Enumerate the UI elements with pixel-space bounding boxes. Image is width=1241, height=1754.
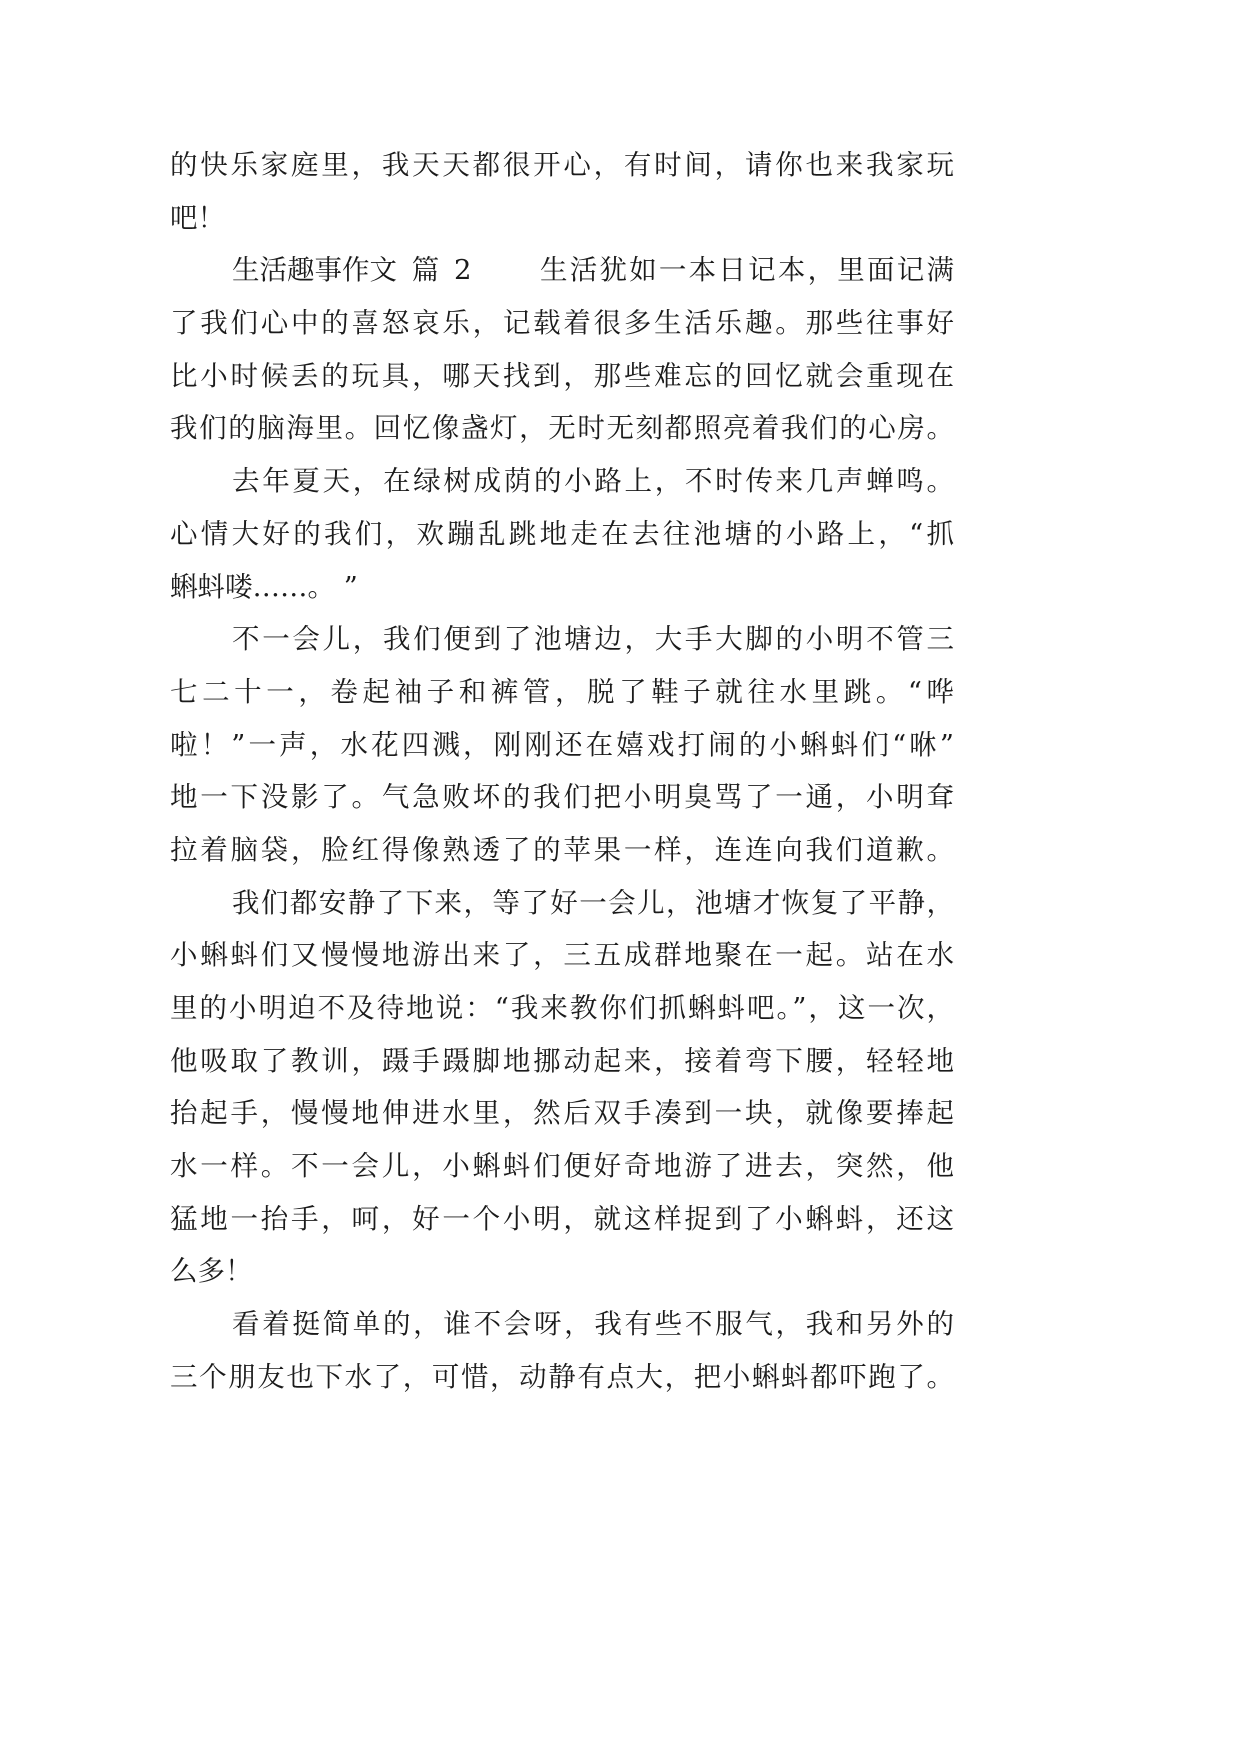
text-line: 看着挺简单的，谁不会呀，我有些不服气，我和另外的 — [232, 1308, 954, 1341]
title-line — [170, 244, 954, 297]
text-line: 七二十一，卷起袖子和裤管，脱了鞋子就往水里跳。“哗 — [170, 675, 954, 708]
text-line: 比小时候丢的玩具，哪天找到，那些难忘的回忆就会重现在 — [170, 359, 954, 392]
paragraph-3 — [170, 455, 954, 613]
text-line: 心情大好的我们，欢蹦乱跳地走在去往池塘的小路上，“抓 — [170, 517, 954, 550]
text-line: 拉着脑袋，脸红得像熟透了的苹果一样，连连向我们道歉。 — [170, 833, 954, 866]
text-line: 的快乐家庭里，我天天都很开心，有时间，请你也来我家玩 — [170, 149, 954, 181]
text-line: 生活犹如一本日记本，里面记满 — [540, 254, 954, 287]
text-line: 里的小明迫不及待地说：“我来教你们抓蝌蚪吧。”，这一次， — [170, 992, 954, 1024]
text-line: 我们的脑海里。回忆像盏灯，无时无刻都照亮着我们的心房。 — [170, 412, 954, 445]
text-line: 了我们心中的喜怒哀乐，记载着很多生活乐趣。那些往事好 — [170, 307, 954, 340]
text-line: 他吸取了教训，蹑手蹑脚地挪动起来，接着弯下腰，轻轻地 — [170, 1044, 954, 1077]
text-line: 啦！”一声，水花四溅，刚刚还在嬉戏打闹的小蝌蚪们“咻” — [170, 728, 954, 761]
text-line: 地一下没影了。气急败坏的我们把小明臭骂了一通，小明耷 — [170, 781, 954, 814]
text-line: 我们都安静了下来，等了好一会儿，池塘才恢复了平静， — [232, 886, 954, 919]
text-line: 蝌蚪喽……。 ” — [170, 570, 358, 603]
text-line: 小蝌蚪们又慢慢地游出来了，三五成群地聚在一起。站在水 — [170, 939, 954, 972]
text-line: 吧！ — [170, 201, 225, 234]
text-line: 么多！ — [170, 1255, 253, 1288]
paragraph-5 — [170, 877, 954, 1299]
essay-body — [170, 139, 954, 1404]
paragraph-2 — [170, 244, 954, 455]
paragraph-4 — [170, 613, 954, 876]
paragraph-1 — [170, 139, 954, 244]
text-line: 三个朋友也下水了，可惜，动静有点大，把小蝌蚪都吓跑了。 — [170, 1360, 954, 1393]
text-line: 猛地一抬手，呵，好一个小明，就这样捉到了小蝌蚪，还这 — [170, 1202, 954, 1235]
text-line: 水一样。不一会儿，小蝌蚪们便好奇地游了进去，突然，他 — [170, 1150, 954, 1183]
text-line: 不一会儿，我们便到了池塘边，大手大脚的小明不管三 — [232, 623, 954, 656]
text-line: 抬起手，慢慢地伸进水里，然后双手凑到一块，就像要捧起 — [170, 1097, 954, 1130]
essay-title: 生活趣事作文 篇 2 — [232, 254, 472, 287]
paragraph-6 — [170, 1298, 954, 1403]
text-line: 去年夏天，在绿树成荫的小路上，不时传来几声蝉鸣。 — [232, 465, 954, 498]
